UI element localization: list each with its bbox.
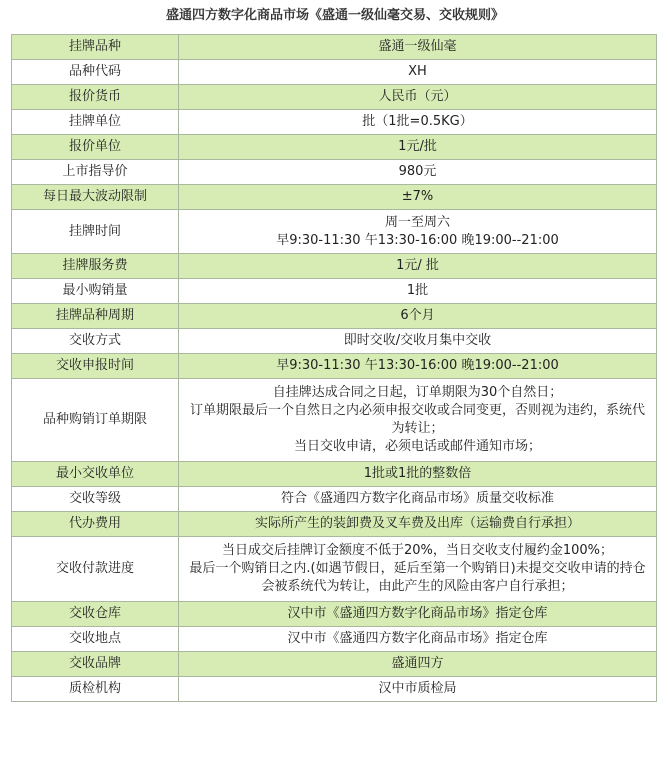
table-row	[12, 254, 657, 279]
row-value	[179, 512, 657, 537]
row-value	[179, 210, 657, 254]
row-value-line: 1批	[406, 283, 429, 298]
table-row	[12, 60, 657, 85]
row-value	[179, 602, 657, 627]
row-label: 品种购销订单期限	[12, 379, 179, 462]
row-label: 品种代码	[12, 60, 179, 85]
row-value	[179, 185, 657, 210]
table-row	[12, 279, 657, 304]
row-label: 最小交收单位	[12, 462, 179, 487]
row-value-line: 盛通四方	[391, 656, 444, 671]
table-row	[12, 329, 657, 354]
table-row	[12, 602, 657, 627]
row-value-line: 980元	[398, 164, 437, 179]
table-row	[12, 160, 657, 185]
row-value-line: 最后一个购销日之内.(如遇节假日，延后至第一个购销日)未提交交收申请的持仓会被系统代为转让，由此产生的风险由客户自行承担；	[189, 561, 646, 594]
row-value-line: 1元/ 批	[396, 258, 439, 273]
row-value	[179, 135, 657, 160]
row-value	[179, 304, 657, 329]
row-label: 报价单位	[12, 135, 179, 160]
row-value	[179, 60, 657, 85]
row-label: 每日最大波动限制	[12, 185, 179, 210]
table-row	[12, 85, 657, 110]
row-label: 交收申报时间	[12, 354, 179, 379]
table-row	[12, 379, 657, 462]
row-value-line: 人民币（元）	[378, 89, 457, 104]
row-value-line: 汉中市质检局	[378, 681, 457, 696]
page-title: 盛通四方数字化商品市场《盛通一级仙毫交易、交收规则》	[165, 8, 504, 23]
row-value-line: 当日交收申请，必须电话或邮件通知市场；	[293, 439, 541, 454]
row-label: 挂牌服务费	[12, 254, 179, 279]
table-row	[12, 35, 657, 60]
table-row	[12, 462, 657, 487]
table-row	[12, 185, 657, 210]
row-label: 交收等级	[12, 487, 179, 512]
row-value-line: 1批或1批的整数倍	[363, 466, 472, 481]
row-value-line: 自挂牌达成合同之日起，订单期限为30个自然日；	[272, 385, 563, 400]
row-value	[179, 462, 657, 487]
row-value-line: 即时交收/交收月集中交收	[343, 333, 492, 348]
row-value	[179, 329, 657, 354]
table-row	[12, 135, 657, 160]
table-row	[12, 537, 657, 602]
row-label: 报价货币	[12, 85, 179, 110]
row-label: 挂牌品种周期	[12, 304, 179, 329]
row-value-line: 实际所产生的装卸费及叉车费及出库（运输费自行承担）	[254, 516, 580, 531]
row-value-line: 订单期限最后一个自然日之内必须申报交收或合同变更，否则视为违约，系统代为转让；	[189, 403, 645, 436]
row-label: 挂牌时间	[12, 210, 179, 254]
row-value	[179, 35, 657, 60]
row-value-line: 盛通一级仙毫	[378, 39, 457, 54]
row-value	[179, 487, 657, 512]
row-value	[179, 379, 657, 462]
table-row	[12, 110, 657, 135]
rules-table-body	[12, 35, 657, 702]
row-value-line: 早9:30-11:30 午13:30-16:00 晚19:00--21:00	[276, 232, 559, 248]
row-label: 交收品牌	[12, 652, 179, 677]
row-value	[179, 279, 657, 304]
row-label: 交收付款进度	[12, 537, 179, 602]
table-row	[12, 210, 657, 254]
row-label: 上市指导价	[12, 160, 179, 185]
row-value-line: 6个月	[400, 308, 435, 323]
row-value	[179, 254, 657, 279]
row-value	[179, 537, 657, 602]
row-value-line: 汉中市《盛通四方数字化商品市场》指定仓库	[287, 631, 548, 646]
rules-table	[11, 34, 657, 702]
row-label: 代办费用	[12, 512, 179, 537]
row-value	[179, 110, 657, 135]
row-value-line: 汉中市《盛通四方数字化商品市场》指定仓库	[287, 606, 548, 621]
table-row	[12, 677, 657, 702]
row-label: 交收地点	[12, 627, 179, 652]
row-value	[179, 677, 657, 702]
row-value	[179, 627, 657, 652]
table-row	[12, 627, 657, 652]
row-value-line: 符合《盛通四方数字化商品市场》质量交收标准	[280, 491, 554, 506]
row-value-line: XH	[408, 64, 427, 79]
row-value-line: 周一至周六	[384, 214, 450, 230]
table-row	[12, 304, 657, 329]
row-value	[179, 160, 657, 185]
table-row	[12, 512, 657, 537]
row-value	[179, 354, 657, 379]
table-row	[12, 354, 657, 379]
row-label: 挂牌品种	[12, 35, 179, 60]
row-label: 交收仓库	[12, 602, 179, 627]
row-label: 交收方式	[12, 329, 179, 354]
row-label: 质检机构	[12, 677, 179, 702]
row-value	[179, 85, 657, 110]
row-value-line: 1元/批	[398, 139, 437, 154]
row-label: 最小购销量	[12, 279, 179, 304]
table-row	[12, 652, 657, 677]
row-value	[179, 652, 657, 677]
row-label: 挂牌单位	[12, 110, 179, 135]
row-value-line: ±7%	[401, 189, 434, 204]
row-value-line: 早9:30-11:30 午13:30-16:00 晚19:00--21:00	[276, 358, 559, 373]
row-value-line: 当日成交后挂牌订金额度不低于20%，当日交收支付履约金100%；	[221, 543, 614, 558]
table-row	[12, 487, 657, 512]
row-value-line: 批（1批=0.5KG）	[362, 114, 473, 129]
